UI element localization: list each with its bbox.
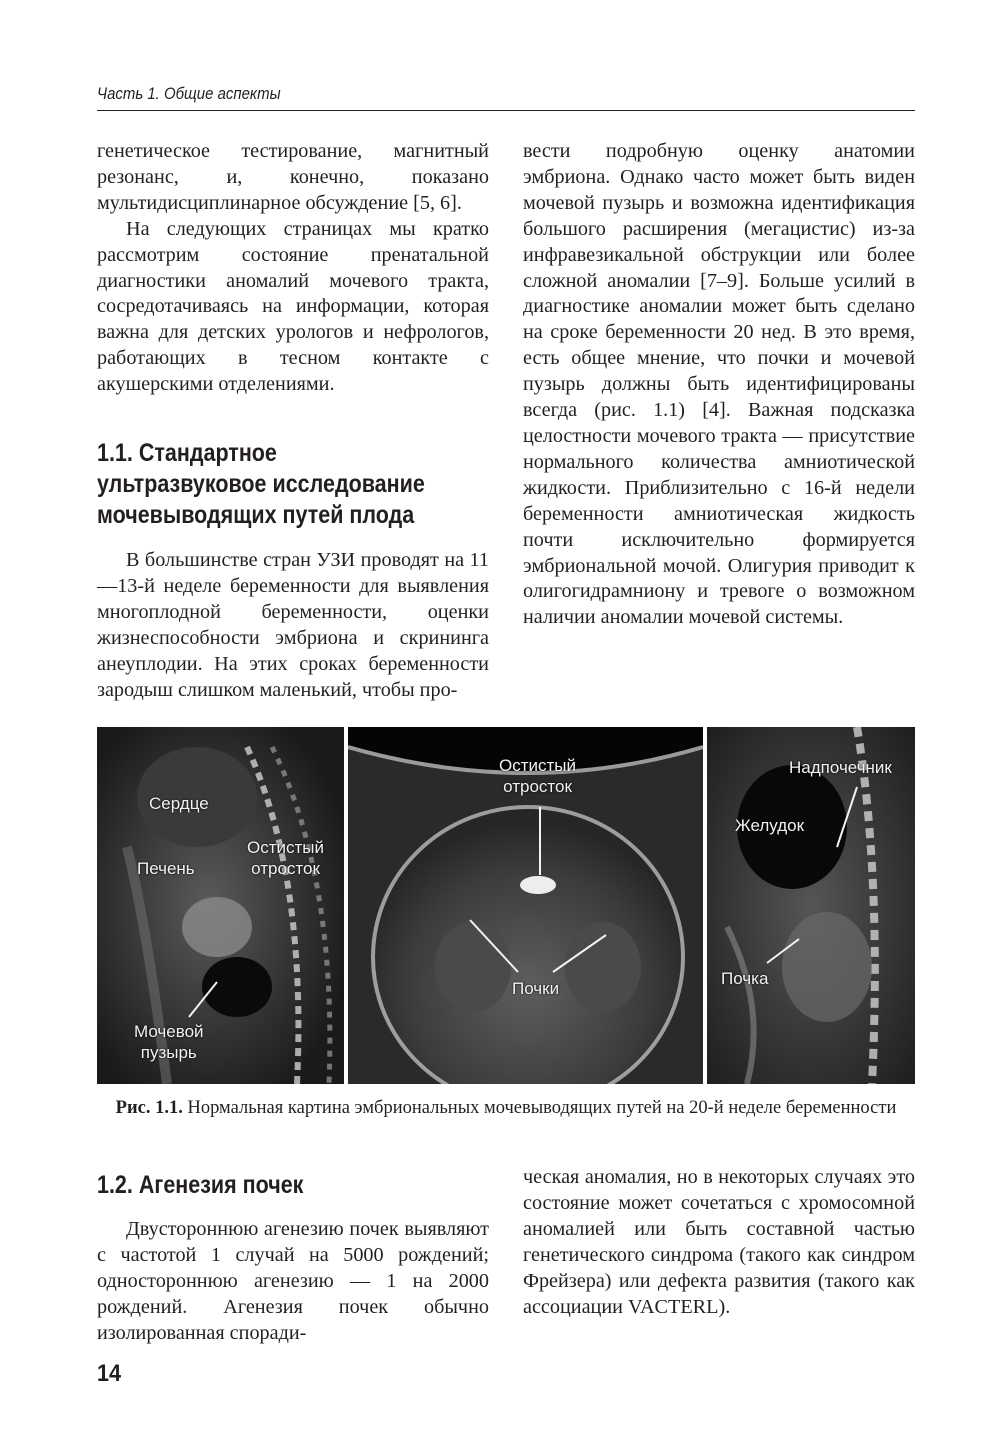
caption-text: Нормальная картина эмбриональных мочевыводящих путей на 20-й неделе беременности — [187, 1098, 897, 1118]
label-line: отросток — [251, 859, 320, 878]
right-column-bottom — [523, 1165, 915, 1320]
paragraph: Двустороннюю агенезию почек выявляют с частотой 1 случай на 5000 рождений; одностороннюю агенезию — 1 на 2000 рождений. Агенезия почек обычно изолированная споради- — [97, 1218, 489, 1344]
paragraph: генетическое тестирование, магнитный резонанс, и, конечно, показано мультидисциплинарное обсуждение [5, 6]. — [97, 140, 489, 214]
label-adrenal: Надпочечник — [789, 758, 892, 777]
header-rule — [97, 110, 915, 111]
ultrasound-panel-2 — [348, 727, 703, 1084]
paragraph: На следующих страницах мы кратко рассмотрим состояние пренатальной диагностики аномалий мочевого тракта, сосредотачиваясь на информации, которая важна для детских урологов и нефрологов, работающих в тесном контакте с акушерскими отделениями. — [97, 217, 489, 396]
label-line: Остистый — [499, 756, 577, 775]
running-head: Часть 1. Общие аспекты — [97, 84, 281, 103]
label-liver: Печень — [137, 859, 195, 878]
section-heading-1-1 — [97, 438, 489, 531]
paragraph: вести подробную оценку анатомии эмбриона. Однако часто может быть виден мочевой пузырь и возможна идентификация большого расширения (мегацистис) из-за инфравезикальной обструкции или более сложной аномалии [7–9]. Больше усилий в диагностике аномалии может быть сделано на сроке беременности 20 нед. В это время, есть общее мнение, что почки и мочевой пузырь должны быть идентифицированы всегда (рис. 1.1) [4]. Важная подсказка целостности мочевого тракта — присутствие нормального количества амниотической жидкости. Приблизительно с 16-й недели беременности амниотическая жидкость почти исключительно формируется эмбриональной мочой. Олигурия приводит к олигогидрамниону и тревоге о возможном наличии аномалии мочевой системы. — [523, 140, 915, 629]
label-line: Остистый — [247, 838, 325, 857]
left-column-top — [97, 139, 489, 704]
ultrasound-image — [707, 727, 915, 1084]
label-line: пузырь — [140, 1043, 197, 1062]
ultrasound-panel-3 — [707, 727, 915, 1084]
label-line: Мочевой — [134, 1022, 204, 1041]
label-spinous-process — [247, 837, 324, 879]
right-column-top — [523, 139, 915, 631]
ultrasound-panel-1 — [97, 727, 344, 1084]
left-column-bottom — [97, 1170, 489, 1347]
paragraph: В большинстве стран УЗИ проводят на 11—13-й неделе беременности для выявления многоплодной беременности, оценки жизнеспособности эмбриона и скрининга анеуплодии. На этих сроках беременности зародыш слишком маленький, чтобы про- — [97, 549, 489, 701]
label-spinous-process — [499, 755, 576, 797]
heading-line: ультразвуковое исследование — [97, 470, 425, 499]
paragraph: ческая аномалия, но в некоторых случаях это состояние может сочетаться с хромосомной аномалией или быть составной частью генетического синдрома (такого как синдром Фрейзера) или дефекта развития (такого как ассоциации VACTERL). — [523, 1166, 915, 1318]
figure-caption — [97, 1097, 915, 1120]
heading-line: 1.1. Стандартное — [97, 439, 277, 468]
label-kidney: Почка — [721, 969, 769, 988]
section-heading-1-2: 1.2. Агенезия почек — [97, 1171, 304, 1199]
heading-line: мочевыводящих путей плода — [97, 501, 415, 530]
label-bladder — [134, 1021, 204, 1063]
caption-label: Рис. 1.1. — [115, 1098, 183, 1118]
label-stomach: Желудок — [735, 816, 805, 835]
label-heart: Сердце — [149, 794, 209, 813]
page-number: 14 — [97, 1360, 122, 1387]
label-kidneys: Почки — [512, 979, 560, 998]
label-line: отросток — [503, 777, 572, 796]
